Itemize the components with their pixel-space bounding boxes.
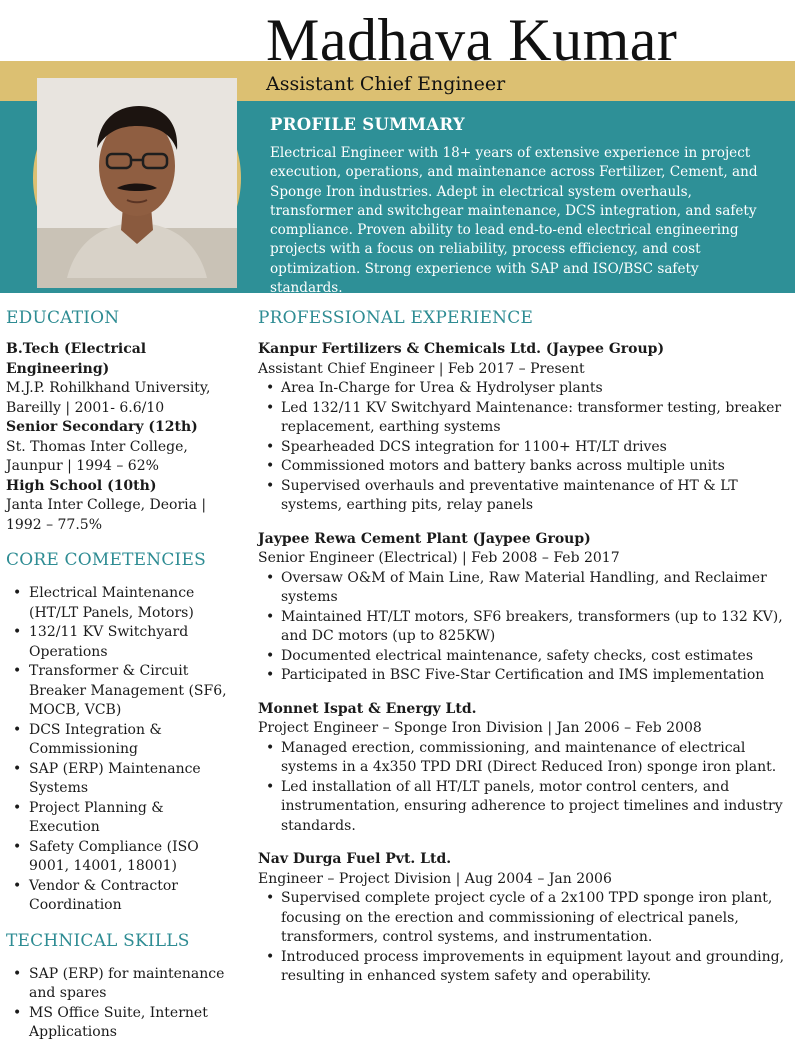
education-degree: B.Tech (Electrical Engineering) xyxy=(6,341,147,377)
list-item: • SAP (ERP) Maintenance Systems xyxy=(6,760,238,799)
job-role: Project Engineer – Sponge Iron Division | Jan 2006 – Feb 2008 xyxy=(258,720,702,736)
list-item: • Project Planning & Execution xyxy=(6,799,238,838)
technical-skills-heading: TECHNICAL SKILLS xyxy=(6,930,190,951)
job-company: Jaypee Rewa Cement Plant (Jaypee Group) xyxy=(258,530,591,547)
education-details: Bareilly | 2001- 6.6/10 xyxy=(6,399,165,416)
candidate-name: Madhava Kumar xyxy=(266,7,678,73)
competencies-heading: CORE COMETENCIES xyxy=(6,550,206,570)
list-item: • Vendor & Contractor Coordination xyxy=(6,877,238,916)
job-entry xyxy=(258,700,790,837)
job-bullets xyxy=(258,739,790,837)
list-item: • SAP (ERP) for maintenance and spares xyxy=(6,965,238,1004)
job-company: Monnet Ispat & Energy Ltd. xyxy=(258,700,477,717)
list-item: • Led 132/11 KV Switchyard Maintenance: transformer testing, breaker replacement, earthing systems xyxy=(258,399,790,438)
education-entry xyxy=(6,340,242,418)
list-item: • Area In-Charge for Urea & Hydrolyser plants xyxy=(258,379,790,399)
list-item: • Documented electrical maintenance, safety checks, cost estimates xyxy=(258,647,790,667)
person-portrait-icon xyxy=(37,78,237,278)
list-item: • Supervised overhauls and preventative maintenance of HT & LT systems, earthing pits, relay panels xyxy=(258,477,790,516)
candidate-title: Assistant Chief Engineer xyxy=(266,73,506,95)
education-institution: M.J.P. Rohilkhand University, xyxy=(6,380,211,396)
competencies-list xyxy=(6,584,238,916)
job-role: Senior Engineer (Electrical) | Feb 2008 – Feb 2017 xyxy=(258,550,620,566)
education-heading: EDUCATION xyxy=(6,308,120,328)
experience-heading: PROFESSIONAL EXPERIENCE xyxy=(258,308,534,328)
job-entry xyxy=(258,850,790,987)
education-details: 1992 – 77.5% xyxy=(6,516,103,533)
list-item: • Introduced process improvements in equipment layout and grounding, resulting in enhanced system safety and operability. xyxy=(258,948,790,987)
list-item: • DCS Integration & Commissioning xyxy=(6,721,238,760)
job-company: Nav Durga Fuel Pvt. Ltd. xyxy=(258,851,452,867)
list-item: • MS Office Suite, Internet Applications xyxy=(6,1004,238,1043)
job-bullets xyxy=(258,889,790,987)
job-company: Kanpur Fertilizers & Chemicals Ltd. (Jaypee Group) xyxy=(258,341,665,357)
right-column xyxy=(258,306,790,1001)
list-item: • Led installation of all HT/LT panels, motor control centers, and instrumentation, ensuring adherence to project timelines and industry standards. xyxy=(258,778,790,837)
left-column xyxy=(6,306,242,1043)
education-entry xyxy=(6,418,242,477)
job-bullets xyxy=(258,379,790,516)
education-degree: High School (10th) xyxy=(6,477,157,494)
education-list xyxy=(6,340,242,535)
list-item: • Participated in BSC Five-Star Certification and IMS implementation xyxy=(258,666,790,686)
job-entry xyxy=(258,530,790,686)
job-role: Engineer – Project Division | Aug 2004 – Jan 2006 xyxy=(258,870,612,887)
list-item: • Spearheaded DCS integration for 1100+ HT/LT drives xyxy=(258,438,790,458)
list-item: • Electrical Maintenance (HT/LT Panels, Motors) xyxy=(6,584,238,623)
job-entry xyxy=(258,340,790,516)
profile-summary-text: Electrical Engineer with 18+ years of extensive experience in project execution, operations, and maintenance across Fertilizer, Cement, and Sponge Iron industries. Adept in electrical system overhauls, transformer and switchgear maintenance, DCS integration, and safety compliance. Proven ability to lead end-to-end electrical engineering projects with a focus on reliability, process efficiency, and cost optimization. Strong experience with SAP and ISO/BSC safety standards. xyxy=(270,145,758,297)
list-item: • Safety Compliance (ISO 9001, 14001, 18001) xyxy=(6,838,238,877)
list-item: • Transformer & Circuit Breaker Management (SF6, MOCB, VCB) xyxy=(6,662,238,721)
profile-summary-heading: PROFILE SUMMARY xyxy=(270,115,465,134)
education-entry xyxy=(6,477,242,536)
profile-photo xyxy=(33,74,241,282)
education-details: Jaunpur | 1994 – 62% xyxy=(6,458,159,474)
education-institution: Janta Inter College, Deoria | xyxy=(6,497,207,513)
list-item: • Managed erection, commissioning, and maintenance of electrical systems in a 4x350 TPD DRI (Direct Reduced Iron) sponge iron plant. xyxy=(258,739,790,778)
education-degree: Senior Secondary (12th) xyxy=(6,419,198,435)
job-bullets xyxy=(258,569,790,686)
list-item: • Supervised complete project cycle of a 2x100 TPD sponge iron plant, focusing on the erection and commissioning of electrical panels, transformers, control systems, and instrumentation. xyxy=(258,889,790,948)
list-item: • Maintained HT/LT motors, SF6 breakers, transformers (up to 132 KV), and DC motors (up to 825KW) xyxy=(258,608,790,647)
technical-skills-list xyxy=(6,965,238,1043)
list-item: • 132/11 KV Switchyard Operations xyxy=(6,623,238,662)
job-role: Assistant Chief Engineer | Feb 2017 – Present xyxy=(258,360,585,377)
list-item: • Commissioned motors and battery banks across multiple units xyxy=(258,457,790,477)
list-item: • Oversaw O&M of Main Line, Raw Material Handling, and Reclaimer systems xyxy=(258,569,790,608)
education-institution: St. Thomas Inter College, xyxy=(6,438,188,455)
